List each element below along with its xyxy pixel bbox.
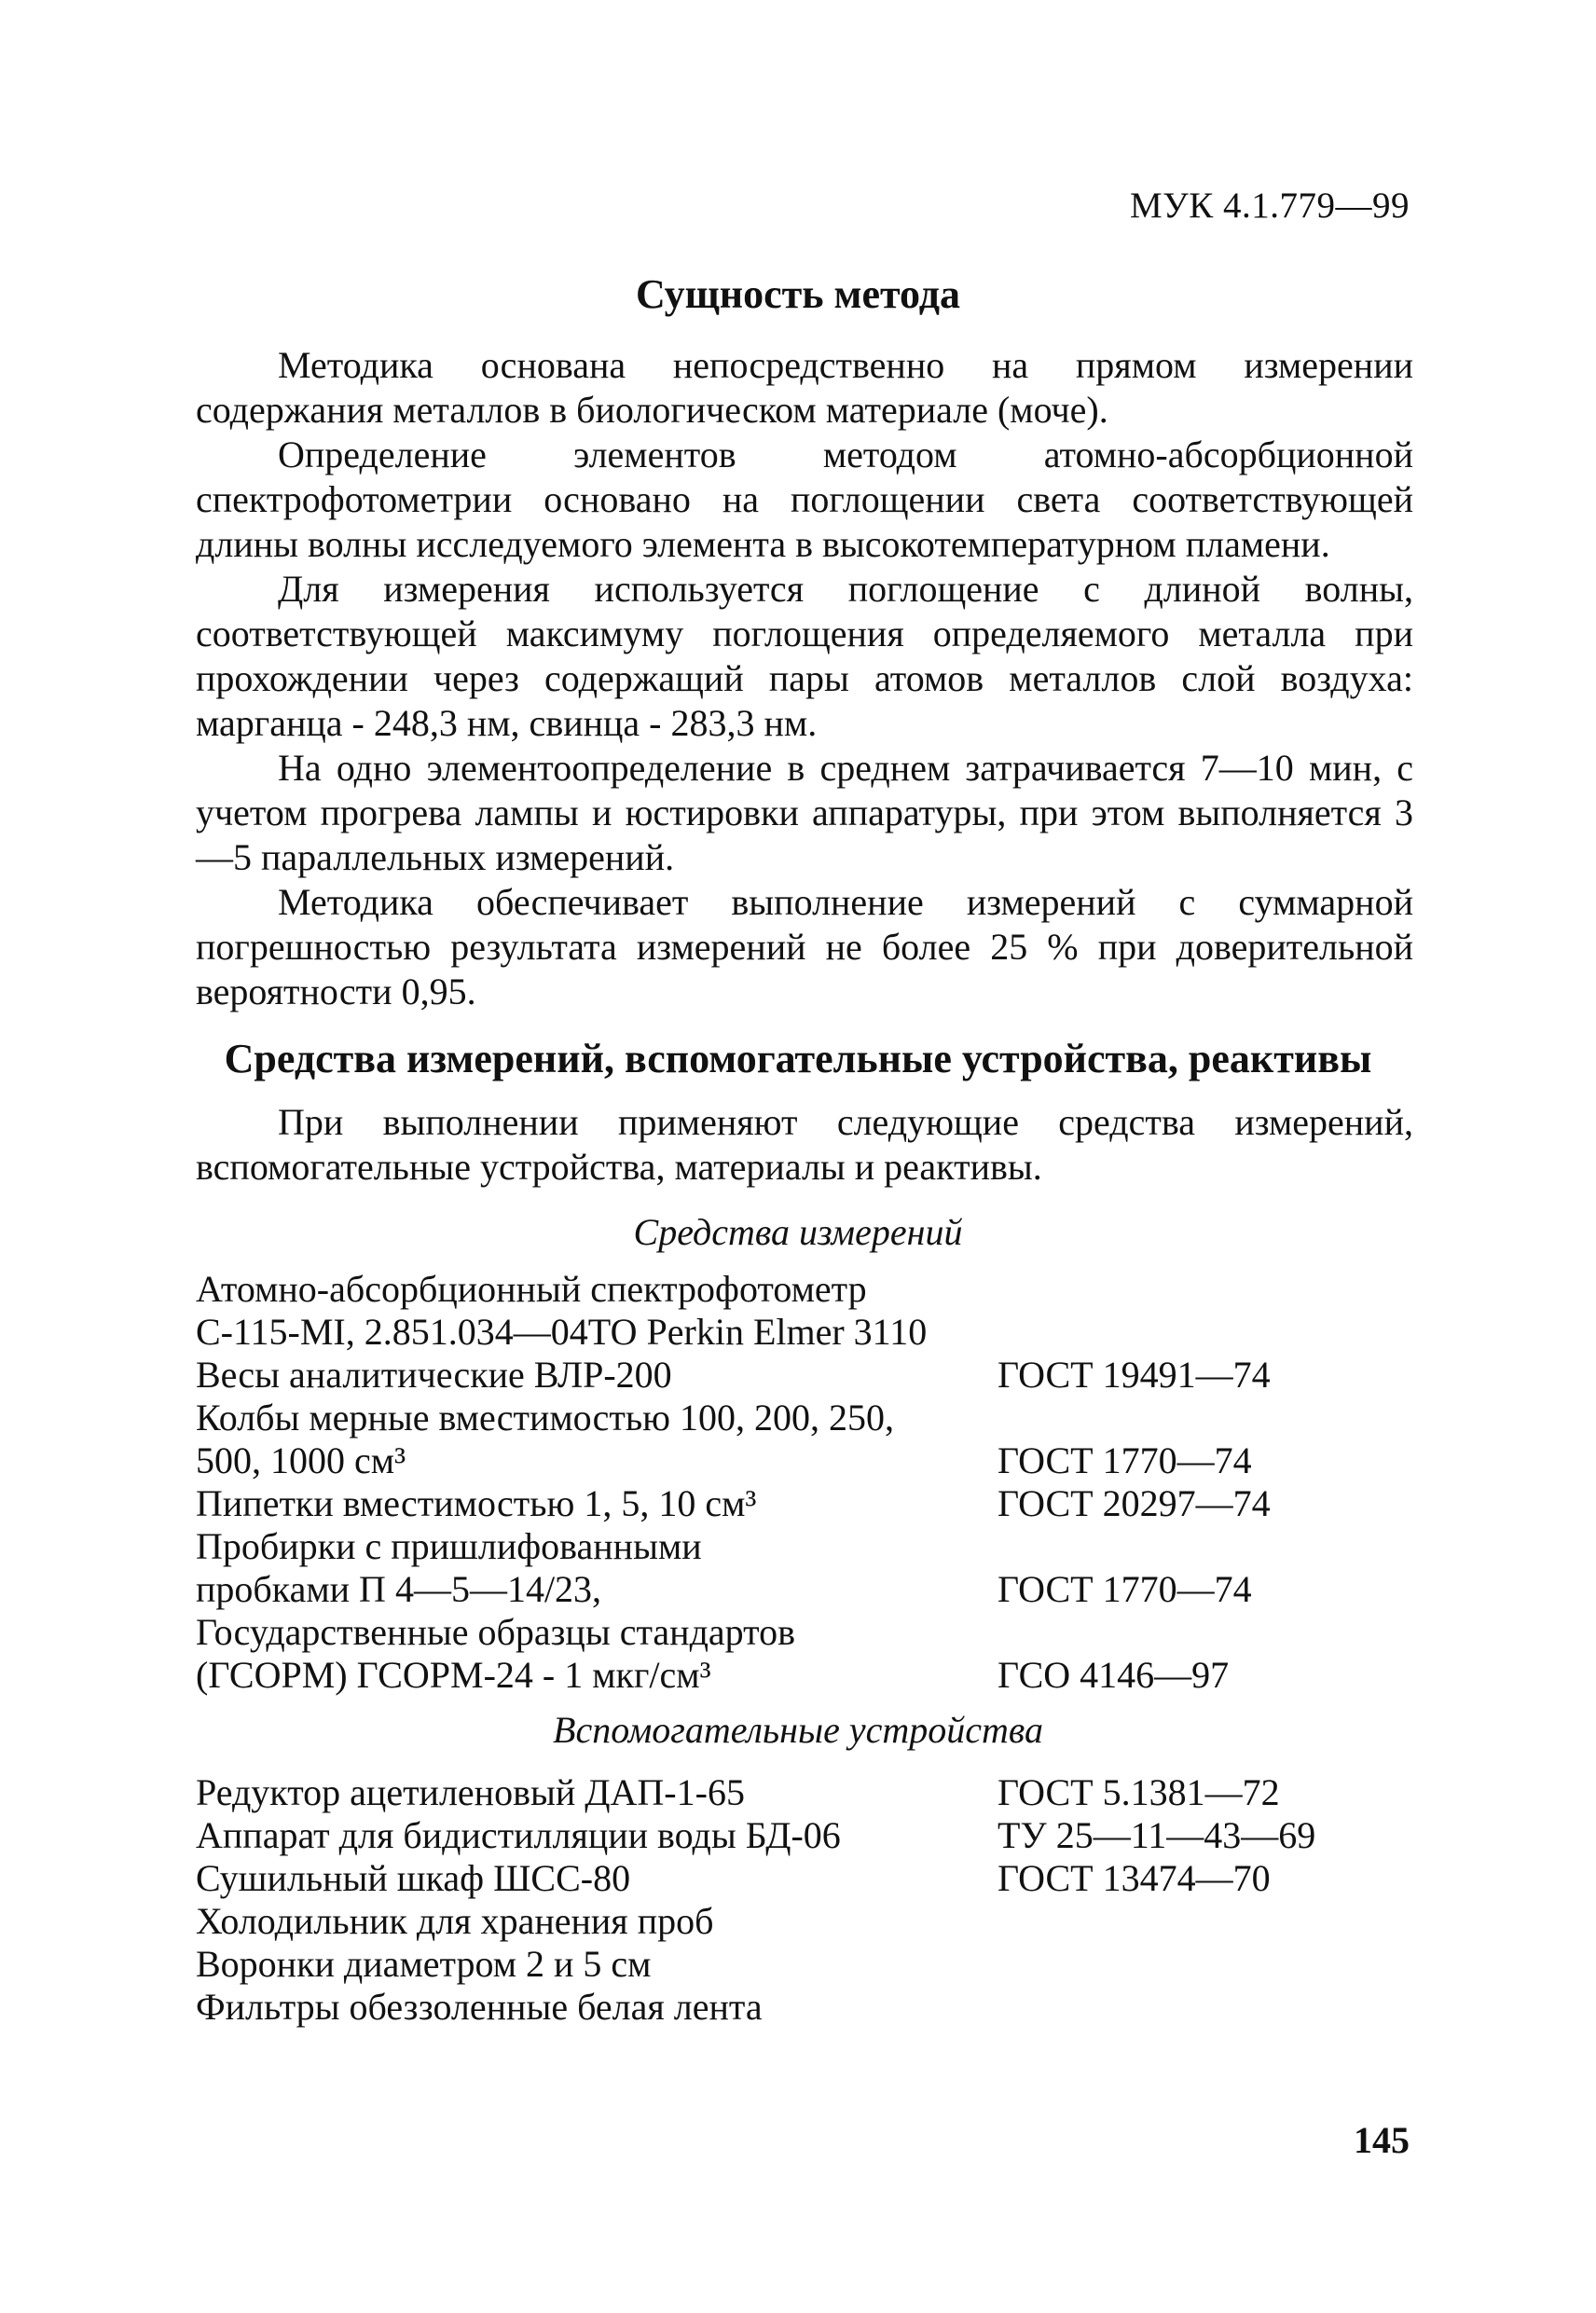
- item-standard: ГОСТ 1770—74: [998, 1439, 1252, 1481]
- item-standard: ГОСТ 1770—74: [998, 1568, 1252, 1610]
- list-item: [196, 1986, 1426, 2029]
- list-item: [196, 1482, 1426, 1525]
- list-item: [196, 1857, 1426, 1900]
- item-name: Колбы мерные вместимостью 100, 200, 250,: [196, 1397, 895, 1439]
- list-item: [196, 1900, 1426, 1943]
- item-name: Весы аналитические ВЛР-200: [196, 1354, 672, 1396]
- item-name: Воронки диаметром 2 и 5 см: [196, 1943, 652, 1985]
- item-name: Холодильник для хранения проб: [196, 1900, 714, 1942]
- list-item: [196, 1525, 1426, 1568]
- item-name: Атомно-абсорбционный спектрофотометр: [196, 1268, 867, 1310]
- list-item: [196, 1311, 1426, 1354]
- list-item: [196, 1654, 1426, 1697]
- paragraph: Определение элементов методом атомно-абсорбционной спектрофотометрии основано на поглощении света соответствующей длины волны исследуемого элемента в высокотемпературном пламени.: [196, 434, 1413, 565]
- item-name: пробками П 4—5—14/23,: [196, 1568, 602, 1610]
- method-essence-text: [196, 343, 1413, 1014]
- item-name: Пипетки вместимостью 1, 5, 10 см³: [196, 1482, 757, 1524]
- item-name: (ГСОРМ) ГСОРМ-24 - 1 мкг/см³: [196, 1654, 711, 1696]
- item-name: Редуктор ацетиленовый ДАП-1-65: [196, 1771, 745, 1813]
- item-name: Государственные образцы стандартов: [196, 1611, 795, 1653]
- section-title-equipment: Средства измерений, вспомогательные устройства, реактивы: [224, 1036, 1372, 1081]
- item-standard: ГОСТ 20297—74: [998, 1482, 1271, 1524]
- paragraph: Методика основана непосредственно на прямом измерении содержания металлов в биологическом материале (моче).: [196, 344, 1413, 431]
- equipment-intro-text: [196, 1100, 1413, 1190]
- subtitle-measuring-instruments: Средства измерений: [633, 1211, 963, 1253]
- list-item: [196, 1943, 1426, 1986]
- auxiliary-devices-list: [196, 1771, 1426, 2029]
- list-item: [196, 1439, 1426, 1482]
- paragraph: При выполнении применяют следующие средства измерений, вспомогательные устройства, материалы и реактивы.: [196, 1101, 1413, 1188]
- document-code: МУК 4.1.779—99: [1129, 186, 1410, 226]
- item-standard: ГОСТ 19491—74: [998, 1354, 1271, 1396]
- item-standard: ТУ 25—11—43—69: [998, 1814, 1316, 1856]
- paragraph: Методика обеспечивает выполнение измерений с суммарной погрешностью результата измерений не более 25 % при доверительной вероятности 0,95.: [196, 881, 1413, 1012]
- item-name: 500, 1000 см³: [196, 1439, 406, 1481]
- list-item: [196, 1354, 1426, 1397]
- list-item: [196, 1771, 1426, 1814]
- item-name: С-115-MI, 2.851.034—04ТО Perkin Elmer 3110: [196, 1311, 928, 1353]
- item-standard: ГОСТ 13474—70: [998, 1857, 1271, 1899]
- list-item: [196, 1814, 1426, 1857]
- page-number: 145: [1354, 2119, 1410, 2161]
- item-name: Сушильный шкаф ШСС-80: [196, 1857, 631, 1899]
- subtitle-auxiliary-devices: Вспомогательные устройства: [553, 1709, 1043, 1751]
- measuring-instruments-list: [196, 1268, 1426, 1697]
- paragraph: На одно элементоопределение в среднем затрачивается 7—10 мин, с учетом прогрева лампы и юстировки аппаратуры, при этом выполняется 3—5 параллельных измерений.: [196, 747, 1413, 878]
- list-item: [196, 1611, 1426, 1654]
- item-name: Пробирки с пришлифованными: [196, 1525, 702, 1567]
- list-item: [196, 1397, 1426, 1439]
- section-title-method-essence: Сущность метода: [635, 271, 961, 317]
- item-name: Фильтры обеззоленные белая лента: [196, 1986, 763, 2028]
- item-standard: ГОСТ 5.1381—72: [998, 1771, 1280, 1813]
- list-item: [196, 1268, 1426, 1311]
- item-name: Аппарат для бидистилляции воды БД-06: [196, 1814, 841, 1856]
- item-standard: ГСО 4146—97: [998, 1654, 1230, 1696]
- paragraph: Для измерения используется поглощение с длиной волны, соответствующей максимуму поглощения определяемого металла при прохождении через содержащий пары атомов металлов слой воздуха: марганца - 248,3 нм, свинца - 283,3 нм.: [196, 568, 1413, 744]
- list-item: [196, 1568, 1426, 1611]
